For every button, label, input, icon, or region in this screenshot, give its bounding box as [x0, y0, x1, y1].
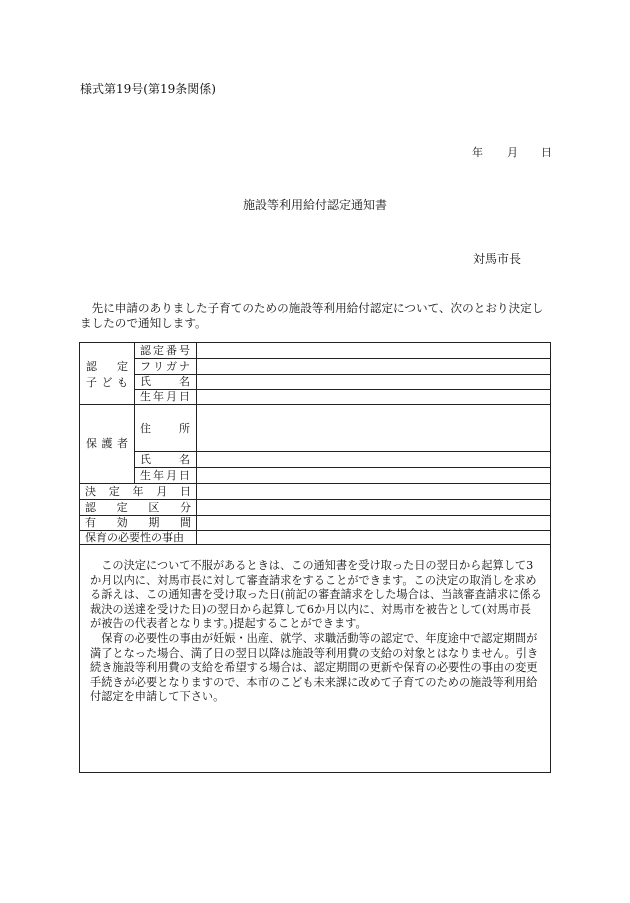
category-label: 認 定 区 分 — [85, 501, 191, 514]
date-month-label: 月 — [507, 146, 518, 159]
child-birthdate-label: 生 年 月 日 — [140, 390, 190, 403]
validity-period-label: 有 効 期 間 — [85, 516, 191, 529]
issuer-name: 対馬市長 — [473, 252, 522, 266]
child-group-label-row2: 子 ど も — [86, 376, 128, 389]
guardian-birthdate-label: 生 年 月 日 — [140, 469, 190, 482]
intro-text: 先に申請のありました子育てのための施設等利用給付認定について、次のとおり決定しましたので通知します。 — [80, 301, 544, 330]
guardian-group-label: 保 護 者 — [86, 437, 128, 450]
guardian-address-label: 住 所 — [140, 422, 190, 435]
care-reason-label: 保育の必要性の事由 — [85, 531, 184, 544]
notice-paragraph-renewal: 保育の必要性の事由が妊娠・出産、就学、求職活動等の認定で、年度途中で認定期間が満了となった場合、満了日の翌日以降は施設等利用費の支給の対象とはなりません。引き続き施設等利用費の支給を希望する場合は、認定期間の更新や保育の必要性の事由の変更手続きが必要となりますので、本市のこども未来課に改めて子育てのための施設等利用給付認定を申請して下さい。 — [90, 631, 539, 704]
furigana-label: フ リ ガ ナ — [140, 360, 190, 373]
notice-paragraph-appeal: この決定について不服があるときは、この通知書を受け取った日の翌日から起算して3か月以内に、対馬市長に対して審査請求をすることができます。この決定の取消しを求める訴えは、この通知書を受け取った日(前記の審査請求をした場合は、当該審査請求に係る裁決の送達を受けた日)の翌日から起算して6か月以内に、対馬市を被告として(対馬市長が被告の代表者となります。)提起することができます。 — [90, 559, 542, 631]
date-day-label: 日 — [541, 146, 552, 159]
certification-table — [79, 342, 551, 545]
date-year-label: 年 — [472, 146, 483, 159]
child-name-label: 氏 名 — [140, 375, 190, 388]
guardian-name-label: 氏 名 — [140, 453, 190, 466]
decision-date-label: 決 定 年 月 日 — [85, 485, 191, 498]
document-title: 施設等利用給付認定通知書 — [242, 198, 387, 212]
child-group-label-row1: 認 定 — [86, 360, 128, 373]
form-number: 様式第19号(第19条関係) — [80, 82, 216, 96]
notice-box — [79, 544, 551, 773]
cert-number-label: 認 定 番 号 — [140, 344, 190, 357]
